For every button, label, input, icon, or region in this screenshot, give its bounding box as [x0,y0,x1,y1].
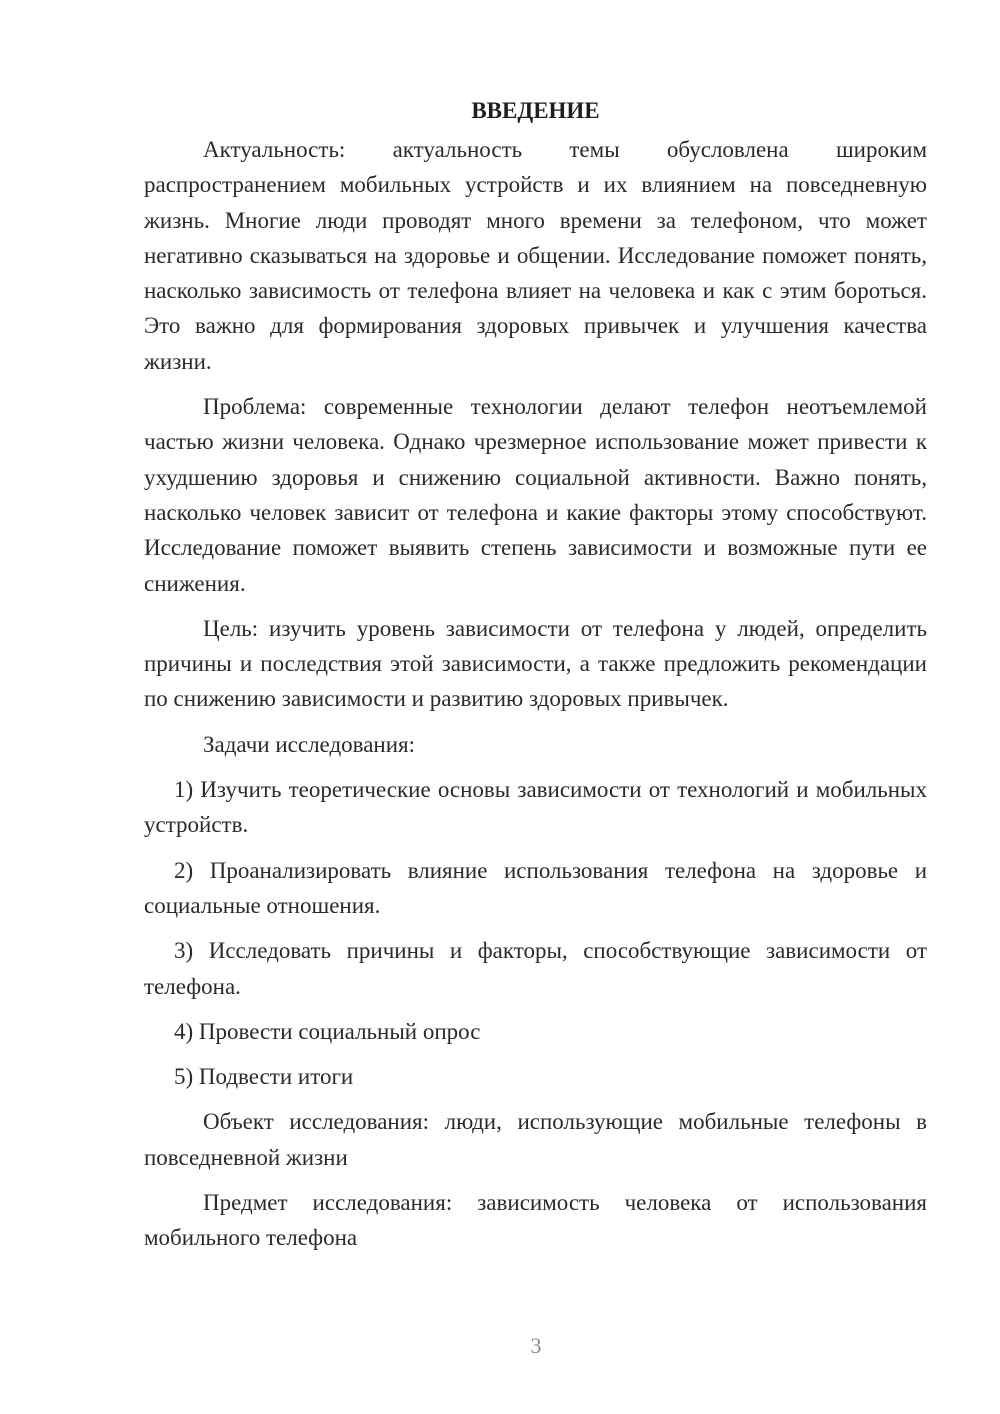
document-body [144,93,927,1266]
tasks-heading: Задачи исследования: [203,731,416,757]
paragraph-goal: Цель: изучить уровень зависимости от телефона у людей, определить причины и последствия этой зависимости, а также предложить рекомендации по снижению зависимости и развитию здоровых привычек. [144,615,927,712]
task-item-4: 4) Провести социальный опрос [174,1018,481,1044]
paragraph-relevance: Актуальность: актуальность темы обусловлена широким распространением мобильных устройств и их влиянием на повседневную жизнь. Многие люди проводят много времени за телефоном, что может негативно сказываться на здоровье и общении. Исследование поможет понять, насколько зависимость от телефона влияет на человека и как с этим бороться. Это важно для формирования здоровых привычек и улучшения качества жизни. [144,137,927,374]
paragraph-subject: Предмет исследования: зависимость человека от использования мобильного телефона [144,1190,927,1251]
task-item-3: 3) Исследовать причины и факторы, способствующие зависимости от телефона. [144,938,927,999]
task-item-2: 2) Проанализировать влияние использования телефона на здоровье и социальные отношения. [144,857,927,918]
page-number: 3 [530,1333,542,1358]
task-item-1: 1) Изучить теоретические основы зависимости от технологий и мобильных устройств. [144,777,927,838]
paragraph-problem: Проблема: современные технологии делают телефон неотъемлемой частью жизни человека. Однако чрезмерное использование может привести к ухудшению здоровья и снижению социальной активности. Важно понять, насколько человек зависит от телефона и какие факторы этому способствуют. Исследование поможет выявить степень зависимости и возможные пути ее снижения. [144,394,927,596]
task-item-5: 5) Подвести итоги [174,1064,354,1090]
paragraph-object: Объект исследования: люди, использующие мобильные телефоны в повседневной жизни [144,1109,927,1170]
page-title: ВВЕДЕНИЕ [471,98,600,123]
